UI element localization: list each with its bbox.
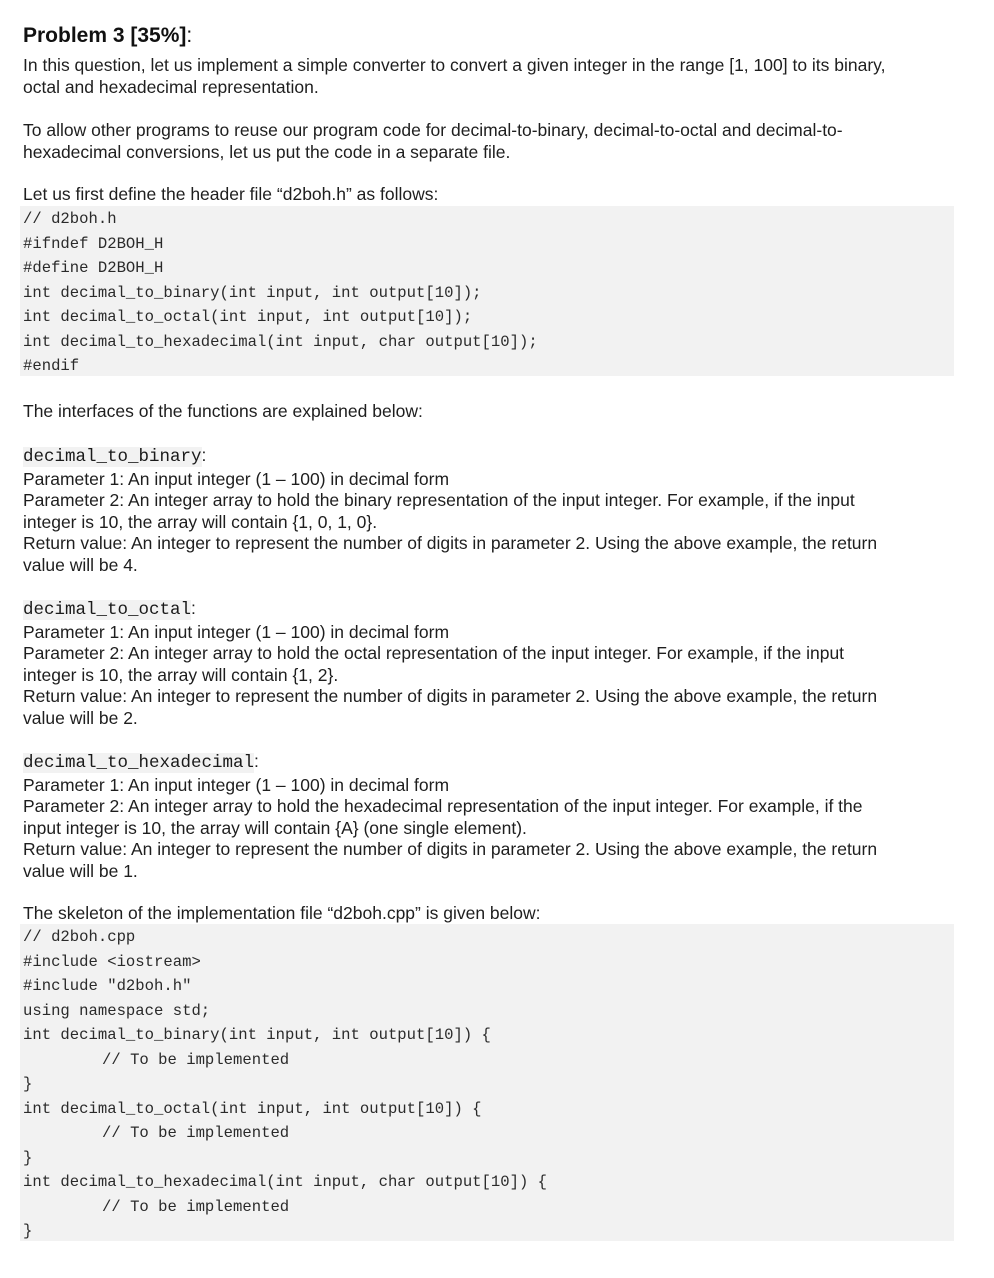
octal-line: Parameter 1: An input integer (1 – 100) in decimal form [23, 621, 450, 642]
code-line: int decimal_to_octal(int input, int output[10]); [23, 308, 473, 326]
skeleton-code-block [20, 924, 954, 1241]
octal-line: Parameter 2: An integer array to hold the octal representation of the input integer. For example, if the input [23, 643, 845, 663]
code-line: } [23, 1075, 33, 1093]
code-line: // To be implemented [102, 1197, 290, 1216]
hex-line: value will be 1. [23, 860, 138, 881]
code-line: #endif [23, 357, 80, 375]
heading-colon: : [191, 598, 196, 618]
code-line: // d2boh.h [23, 210, 117, 228]
code-line: int decimal_to_binary(int input, int output[10]) { [23, 1026, 491, 1044]
code-line: int decimal_to_binary(int input, int output[10]); [23, 283, 482, 302]
code-line: int decimal_to_hexadecimal(int input, char output[10]); [23, 332, 538, 351]
code-line: // To be implemented [102, 1124, 290, 1142]
hex-line: Parameter 1: An input integer (1 – 100) in decimal form [23, 774, 450, 795]
hex-line: Return value: An integer to represent the number of digits in parameter 2. Using the above example, the return [23, 839, 878, 859]
header-intro [23, 184, 958, 206]
binary-heading [23, 445, 958, 469]
code-line: } [23, 1222, 33, 1240]
header-code-block [20, 206, 954, 376]
function-name-hex: decimal_to_hexadecimal [23, 753, 255, 773]
octal-line: integer is 10, the array will contain {1, 2}. [23, 664, 339, 685]
function-name-octal: decimal_to_octal [23, 600, 192, 620]
code-line: int decimal_to_hexadecimal(int input, char output[10]) { [23, 1173, 548, 1191]
hex-line: input integer is 10, the array will contain {A} (one single element). [23, 817, 527, 838]
reuse-paragraph [23, 120, 958, 163]
octal-line: Return value: An integer to represent the number of digits in parameter 2. Using the above example, the return [23, 686, 878, 706]
problem-title-text: Problem 3 [35%] [23, 24, 187, 47]
function-name-binary: decimal_to_binary [23, 447, 202, 467]
reuse-line: To allow other programs to reuse our program code for decimal-to-binary, decimal-to-octal and decimal-to- [23, 120, 843, 140]
binary-line: Parameter 1: An input integer (1 – 100) in decimal form [23, 468, 450, 489]
heading-colon: : [201, 445, 207, 465]
skeleton-intro [23, 903, 958, 925]
interfaces-intro [23, 401, 958, 423]
hex-heading [23, 751, 958, 775]
header-intro-text: Let us first define the header file “d2boh.h” as follows: [23, 184, 439, 204]
hex-line: Parameter 2: An integer array to hold the hexadecimal representation of the input integer. For example, if the [23, 796, 863, 816]
code-line: #include <iostream> [23, 952, 201, 971]
code-line: #define D2BOH_H [23, 259, 164, 277]
interfaces-intro-text: The interfaces of the functions are explained below: [23, 401, 423, 421]
binary-section [23, 445, 958, 576]
binary-line: value will be 4. [23, 554, 138, 575]
problem-title [23, 24, 192, 48]
binary-line: Return value: An integer to represent the number of digits in parameter 2. Using the above example, the return [23, 533, 878, 553]
code-line: // To be implemented [102, 1050, 290, 1069]
skeleton-intro-text: The skeleton of the implementation file “d2boh.cpp” is given below: [23, 903, 541, 923]
code-line: using namespace std; [23, 1001, 211, 1020]
code-line: int decimal_to_octal(int input, int output[10]) { [23, 1099, 482, 1118]
binary-line: integer is 10, the array will contain {1, 0, 1, 0}. [23, 511, 378, 532]
code-line: } [23, 1148, 33, 1167]
intro-line: octal and hexadecimal representation. [23, 76, 319, 97]
octal-heading [23, 598, 958, 622]
reuse-line: hexadecimal conversions, let us put the code in a separate file. [23, 141, 511, 162]
code-line: #include "d2boh.h" [23, 977, 192, 995]
octal-section [23, 598, 958, 729]
intro-line: In this question, let us implement a simple converter to convert a given integer in the range [1, 100] to its binary, [23, 55, 886, 75]
hex-section [23, 751, 958, 882]
intro-paragraph [23, 55, 958, 98]
code-line: // d2boh.cpp [23, 928, 136, 946]
problem-title-colon: : [186, 24, 193, 47]
heading-colon: : [254, 751, 259, 771]
octal-line: value will be 2. [23, 707, 138, 728]
code-line: #ifndef D2BOH_H [23, 234, 164, 253]
binary-line: Parameter 2: An integer array to hold the binary representation of the input integer. For example, if the input [23, 490, 855, 510]
